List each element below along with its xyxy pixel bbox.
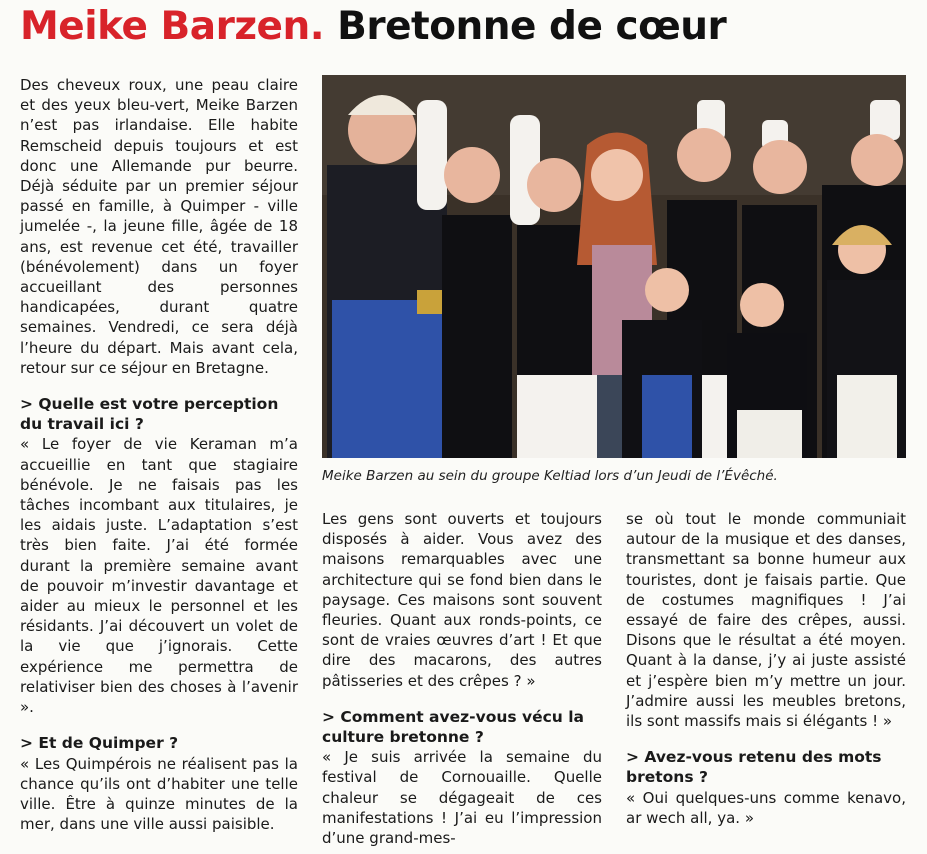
question-culture: > Comment avez-vous vécu la culture bretonne ?	[322, 707, 585, 747]
group-photo	[322, 75, 906, 458]
answer-culture: « Je suis arrivée la semaine du festival de Cornouaille. Quelle chaleur se dégageait de ces manifestations ! J’ai eu l’impression d’une grand-mes-	[322, 748, 602, 848]
continuation-quimper: Les gens sont ouverts et toujours disposés à aider. Vous avez des maisons remarquables avec une architecture qui se fond bien dans le paysage. Ces maisons sont souvent fleuries. Quant aux ronds-points, ce sont de vraies œuvres d’art ! Et que dire des macarons, des autres pâtisseries et des crêpes ? »	[322, 510, 602, 690]
headline	[20, 4, 726, 49]
intro-paragraph: Des cheveux roux, une peau claire et des yeux bleu-vert, Meike Barzen n’est pas irlandaise. Elle habite Remscheid depuis toujours et est donc une Allemande pur beurre. Déjà séduite par un premier séjour passé en famille, à Quimper - ville jumelée -, la jeune fille, âgée de 18 ans, est revenue cet été, travailler (bénévolement) dans un foyer accueillant des personnes handicapées, durant quatre semaines. Vendredi, ce sera déjà l’heure du départ. Mais avant cela, retour sur ce séjour en Bretagne.	[20, 76, 298, 377]
question-perception: > Quelle est votre perception du travail ici ?	[20, 395, 279, 434]
answer-quimper: « Les Quimpérois ne réalisent pas la chance qu’ils ont d’habiter une telle ville. Être à quinze minutes de la mer, dans une ville aussi paisible.	[20, 754, 298, 834]
article-column-2	[322, 509, 602, 848]
group-photo-illustration	[322, 75, 906, 458]
headline-title: Bretonne de cœur	[337, 4, 727, 49]
article-column-1	[20, 75, 298, 834]
question-quimper: > Et de Quimper ?	[20, 734, 179, 753]
continuation-culture: se où tout le monde communiait autour de la musique et des danses, transmettant sa bonne humeur aux touristes, dont je faisais partie. Que de costumes magnifiques ! J’ai essayé de faire des crêpes, aussi. Disons que le résultat a été moyen. Quant à la danse, j’y ai juste assisté et j’espère bien m’y mettre un jour. J’admire aussi les meubles bretons, ils sont massifs mais si élégants ! »	[626, 510, 906, 731]
headline-name: Meike Barzen.	[20, 4, 325, 49]
answer-perception: « Le foyer de vie Keraman m’a accueillie en tant que stagiaire bénévole. Je ne faisais pas les tâches incombant aux titulaires, je les aidais juste. L’adaptation s’est très bien faite. J’ai été formée durant la première semaine avant de pouvoir m’investir davantage et aider au mieux le personnel et les résidants. J’ai découvert un volet de la vie que j’ignorais. Cette expérience me permettra de relativiser bien des choses à l’avenir ».	[20, 435, 298, 717]
answer-mots-bretons: « Oui quelques-uns comme kenavo, ar wech all, ya. »	[626, 788, 906, 827]
photo-caption: Meike Barzen au sein du groupe Keltiad lors d’un Jeudi de l’Évêché.	[322, 468, 778, 484]
question-mots-bretons: > Avez-vous retenu des mots bretons ?	[626, 748, 882, 787]
article-column-3	[626, 509, 906, 828]
